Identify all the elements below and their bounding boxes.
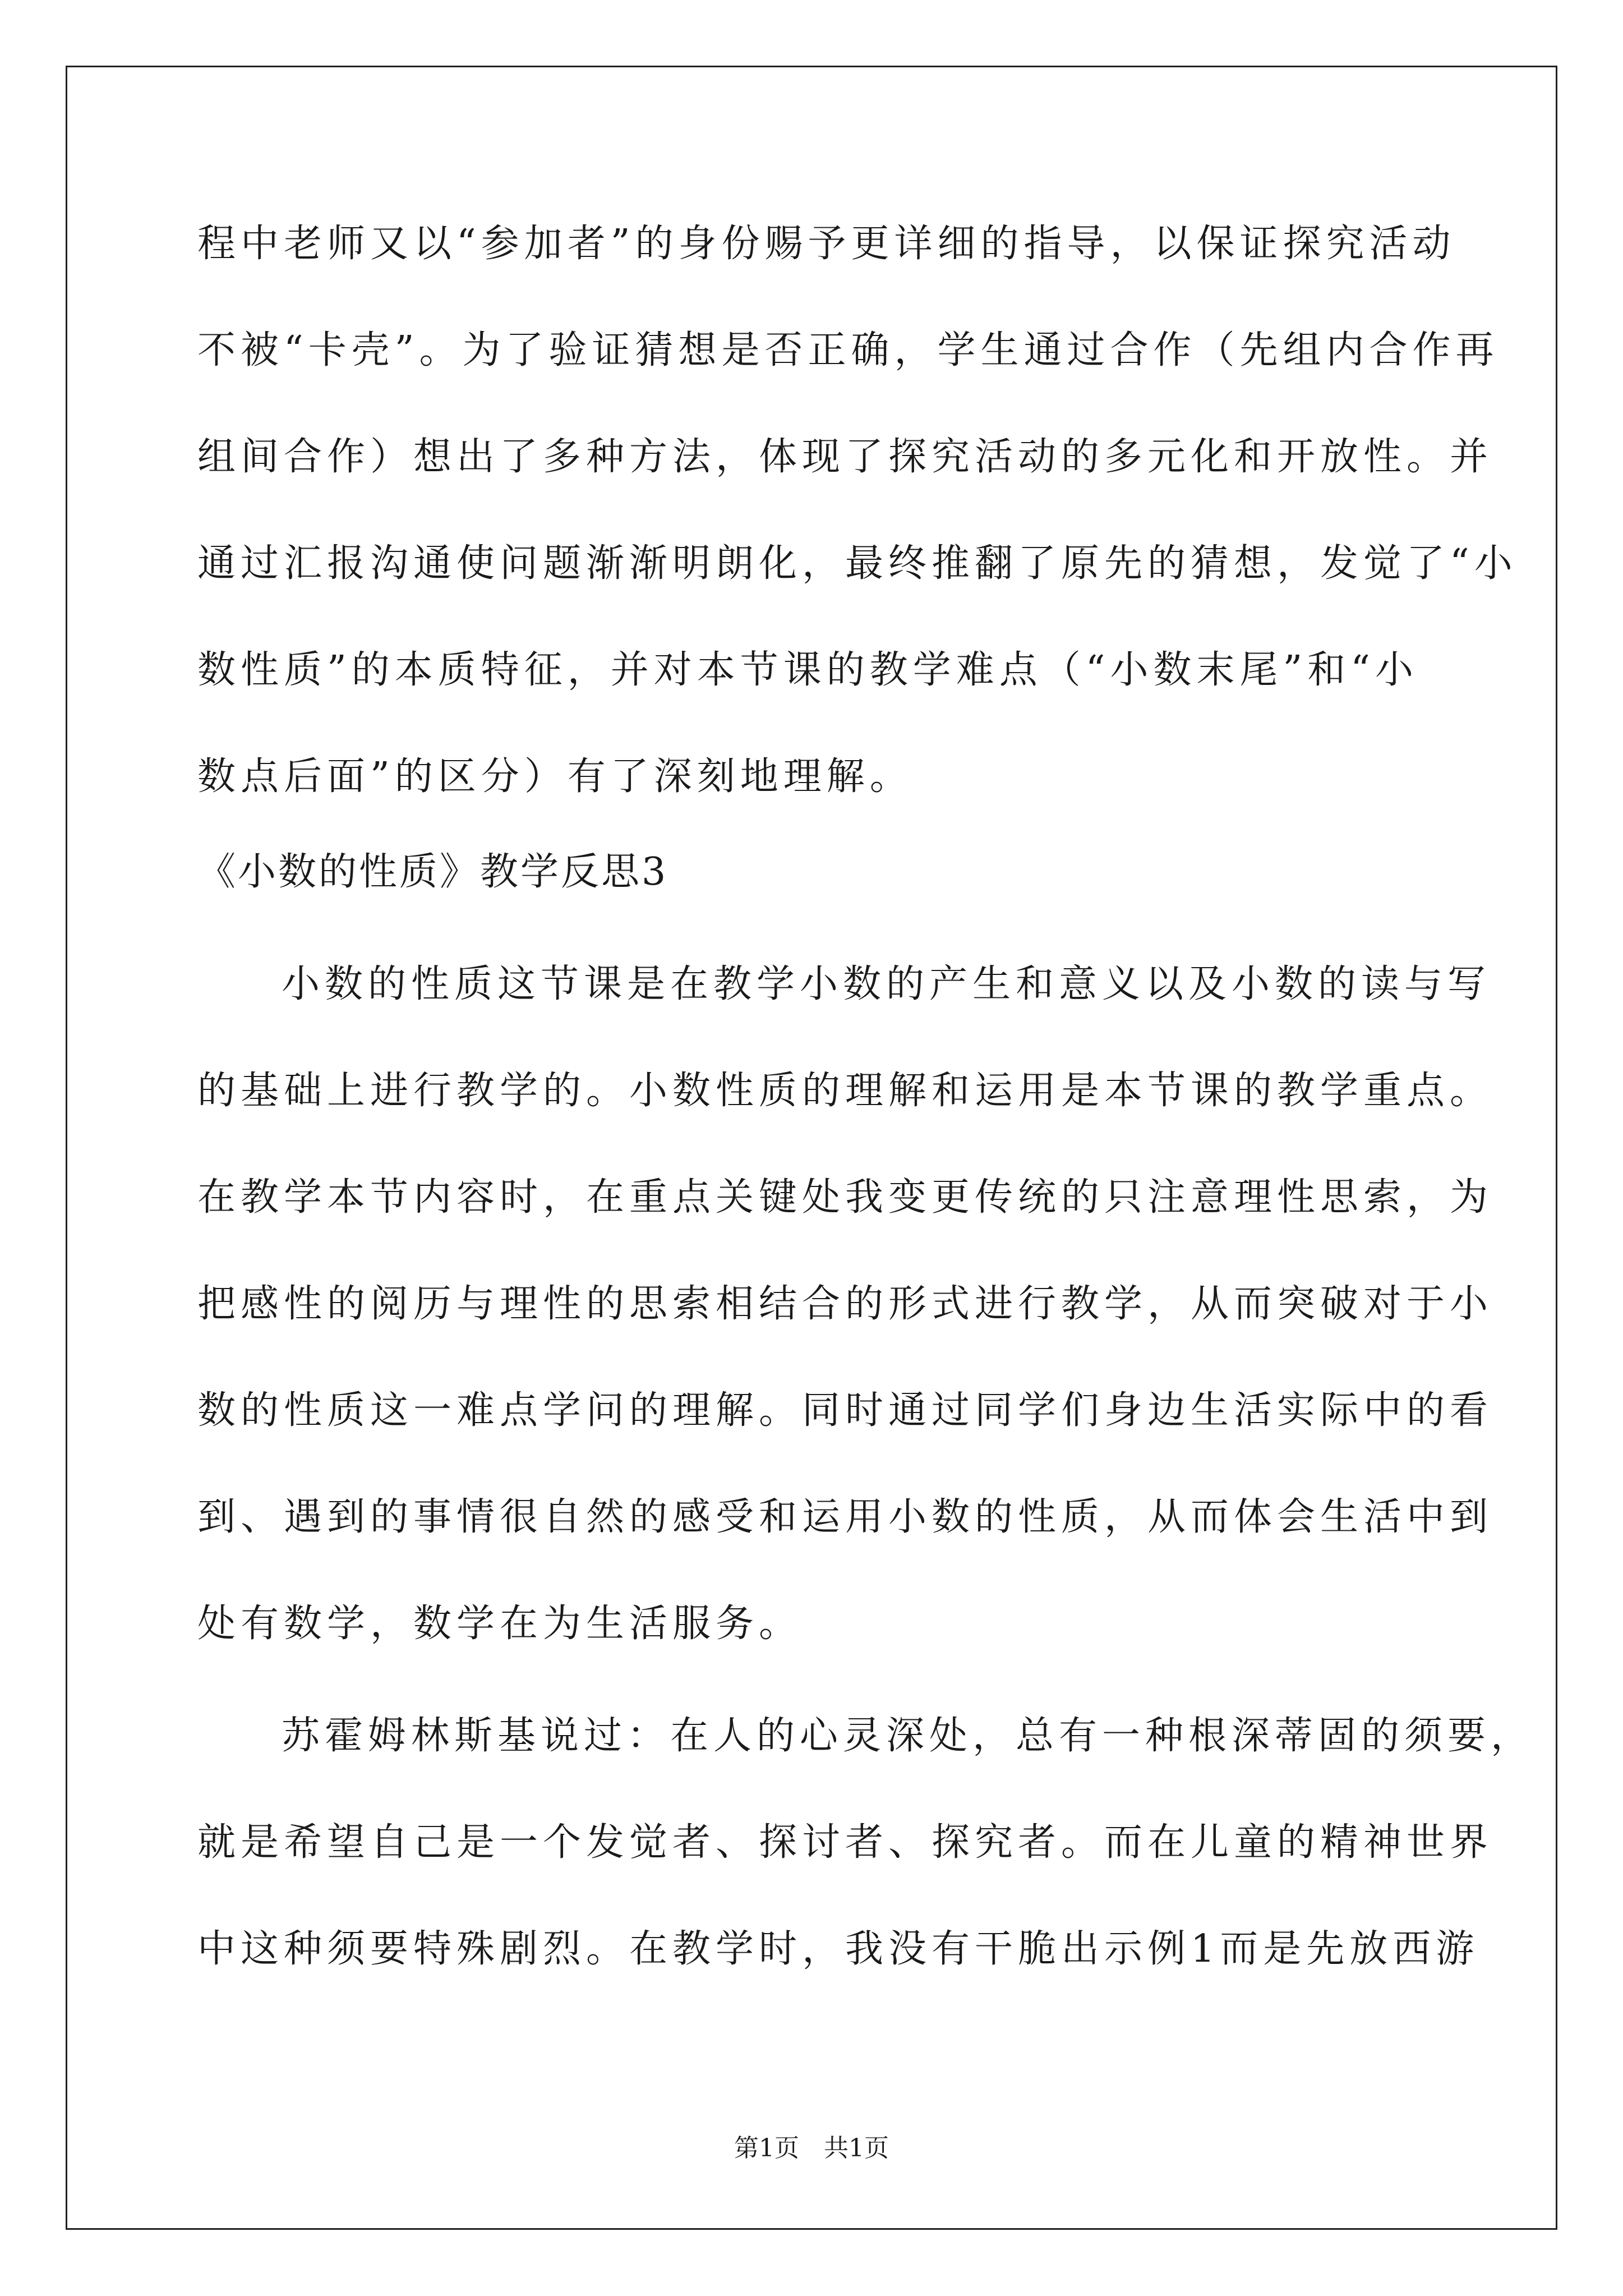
section-heading: 《小数的性质》教学反思3 (197, 850, 668, 894)
paragraph-2-line-2: 的基础上进行教学的。小数性质的理解和运用是本节课的教学重点。 (197, 1069, 1493, 1113)
paragraph-1-line-4: 通过汇报沟通使问题渐渐明朗化，最终推翻了原先的猜想，发觉了“小 (197, 541, 1518, 586)
paragraph-1-line-1: 程中老师又以“参加者”的身份赐予更详细的指导，以保证探究活动 (197, 222, 1456, 266)
paragraph-3-line-2: 就是希望自己是一个发觉者、探讨者、探究者。而在儿童的精神世界 (197, 1820, 1493, 1865)
paragraph-2-line-5: 数的性质这一难点学问的理解。同时通过同学们身边生活实际中的看 (197, 1388, 1493, 1433)
paragraph-3-line-1: 苏霍姆林斯基说过：在人的心灵深处，总有一种根深蒂固的须要， (282, 1714, 1534, 1758)
paragraph-2-line-4: 把感性的阅历与理性的思索相结合的形式进行教学，从而突破对于小 (197, 1282, 1493, 1326)
paragraph-2-line-6: 到、遇到的事情很自然的感受和运用小数的性质，从而体会生活中到 (197, 1495, 1493, 1539)
paragraph-1-line-5: 数性质”的本质特征，并对本节课的教学难点（“小数末尾”和“小 (197, 648, 1419, 692)
paragraph-1-line-2: 不被“卡壳”。为了验证猜想是否正确，学生通过合作（先组内合作再 (197, 328, 1499, 372)
paragraph-2-line-3: 在教学本节内容时，在重点关键处我变更传统的只注意理性思索，为 (197, 1175, 1493, 1220)
paragraph-2-line-1: 小数的性质这节课是在教学小数的产生和意义以及小数的读与写 (282, 962, 1491, 1006)
paragraph-3-line-3: 中这种须要特殊剧烈。在教学时，我没有干脆出示例1而是先放西游 (197, 1927, 1479, 1971)
page-border (66, 66, 1557, 2230)
paragraph-1-line-6: 数点后面”的区分）有了深刻地理解。 (197, 754, 913, 799)
page-number-footer: 第1页 共1页 (734, 2134, 889, 2162)
paragraph-2-line-7: 处有数学，数学在为生活服务。 (197, 1602, 803, 1646)
paragraph-1-line-3: 组间合作）想出了多种方法，体现了探究活动的多元化和开放性。并 (197, 435, 1493, 479)
